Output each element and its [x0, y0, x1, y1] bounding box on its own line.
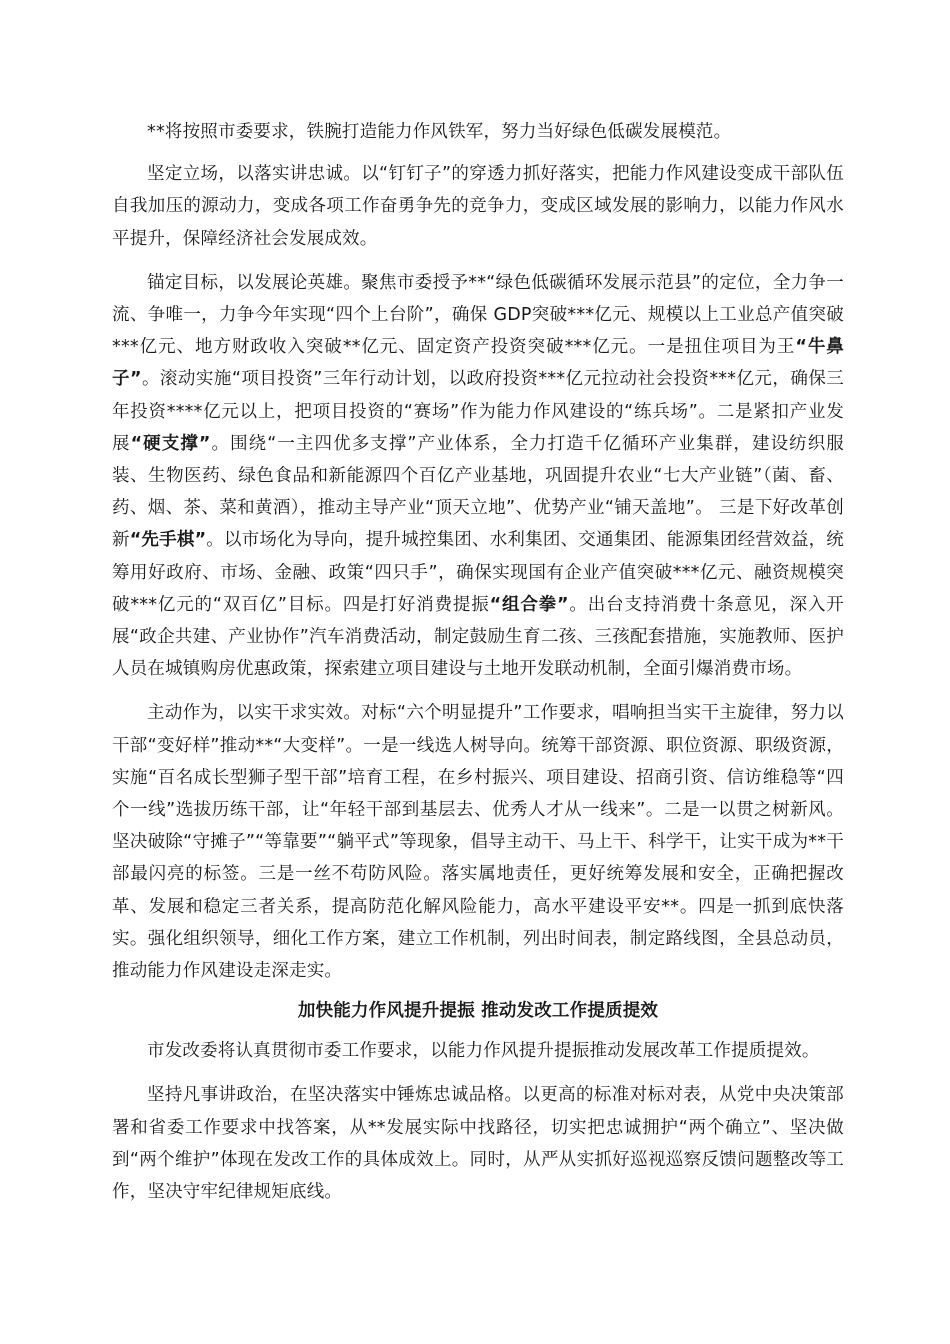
- emphasis-yingzhicheng: “硬支撑”: [130, 433, 211, 454]
- paragraph-goals-text-4: 。以市场化为导向，提升城控集团、水利集团、交通集团、能源集团经营效益，统筹用好政府、市场、金融、政策“四只手”，确保实现国有企业产值突破***亿元、融资规模突破***亿元的“双百亿”目标。四是打好消费提振: [112, 530, 844, 615]
- paragraph-goals-text-1: 锚定目标，以发展论英雄。聚焦市委授予**“绿色低碳循环发展示范县”的定位，全力争一流、争唯一，力争今年实现“四个上台阶”，确保 GDP突破***亿元、规模以上工业总产值突破***亿元、地方财政收入突破**亿元、固定资产投资突破***亿元。一是扭住项目为王: [112, 272, 844, 358]
- paragraph-goals-text-2: 。滚动实施“项目投资”三年行动计划，以政府投资***亿元拉动社会投资***亿元，确保三年投资****亿元以上，把项目投资的“赛场”作为能力作风建设的“练兵场”。二是紧扣产业发展: [112, 369, 845, 454]
- paragraph-goals-text-3: 。围绕“一主四优多支撑”产业体系，全力打造千亿循环产业集群，建设纺织服装、生物医药、绿色食品和新能源四个百亿产业基地，巩固提升农业“七大产业链”（菌、畜、药、烟、茶、菜和黄酒），推动主导产业“顶天立地”、优势产业“铺天盖地”。 三是下好改革创新: [112, 433, 845, 551]
- emphasis-zuhequan: “组合拳”: [489, 594, 569, 615]
- paragraph-politics: 坚持凡事讲政治，在坚决落实中锤炼忠诚品格。以更高的标准对标对表，从党中央决策部署和省委工作要求中找答案，从**发展实际中找路径，切实把忠诚拥护“两个确立”、坚决做到“两个维护”体现在发改工作的具体成效上。同时，从严从实抓好巡视巡察反馈问题整改等工作，坚决守牢纪律规矩底线。: [112, 1085, 844, 1203]
- document-page: [112, 116, 844, 1208]
- paragraph-fagaiwei: 市发改委将认真贯彻市委工作要求，以能力作风提升提振推动发展改革工作提质提效。: [147, 1041, 820, 1062]
- paragraph-intro: **将按照市委要求，铁腕打造能力作风铁军，努力当好绿色低碳发展模范。: [147, 122, 732, 142]
- emphasis-niubizi: “牛鼻子”: [112, 337, 844, 390]
- section-subtitle: 加快能力作风提升提振 推动发改工作提质提效: [297, 1001, 659, 1022]
- paragraph-goals-text-5: 。出台支持消费十条意见，深入开展“政企共建、产业协作”汽车消费活动，制定鼓励生育二孩、三孩配套措施，实施教师、医护人员在城镇购房优惠政策，探索建立项目建设与土地开发联动机制，全面引爆消费市场。: [112, 594, 844, 680]
- paragraph-action: 主动作为，以实干求实效。对标“六个明显提升”工作要求，唱响担当实干主旋律，努力以干部“变好样”推动**“大变样”。一是一线选人树导向。统筹干部资源、职位资源、职级资源，实施“百名成长型狮子型干部”培育工程，在乡村振兴、项目建设、招商引资、信访维稳等“四个一线”选拔历练干部，让“年轻干部到基层去、优秀人才从一线来”。二是一以贯之树新风。坚决破除“守摊子”“等靠要”“躺平式”等现象，倡导主动干、马上干、科学干，让实干成为**干部最闪亮的标签。三是一丝不苟防风险。落实属地责任，更好统筹发展和安全，正确把握改革、发展和稳定三者关系，提高防范化解风险能力，高水平建设平安**。四是一抓到底快落实。强化组织领导，细化工作方案，建立工作机制，列出时间表，制定路线图，全县总动员，推动能力作风建设走深走实。: [112, 703, 844, 982]
- paragraph-goals: [112, 267, 844, 686]
- paragraph-loyalty: 坚定立场，以落实讲忠诚。以“钉钉子”的穿透力抓好落实，把能力作风建设变成干部队伍自我加压的源动力，变成各项工作奋勇争先的竞争力，变成区域发展的影响力，以能力作风水平提升，保障经济社会发展成效。: [112, 164, 844, 249]
- emphasis-xianshouqi: “先手棋”: [129, 530, 207, 551]
